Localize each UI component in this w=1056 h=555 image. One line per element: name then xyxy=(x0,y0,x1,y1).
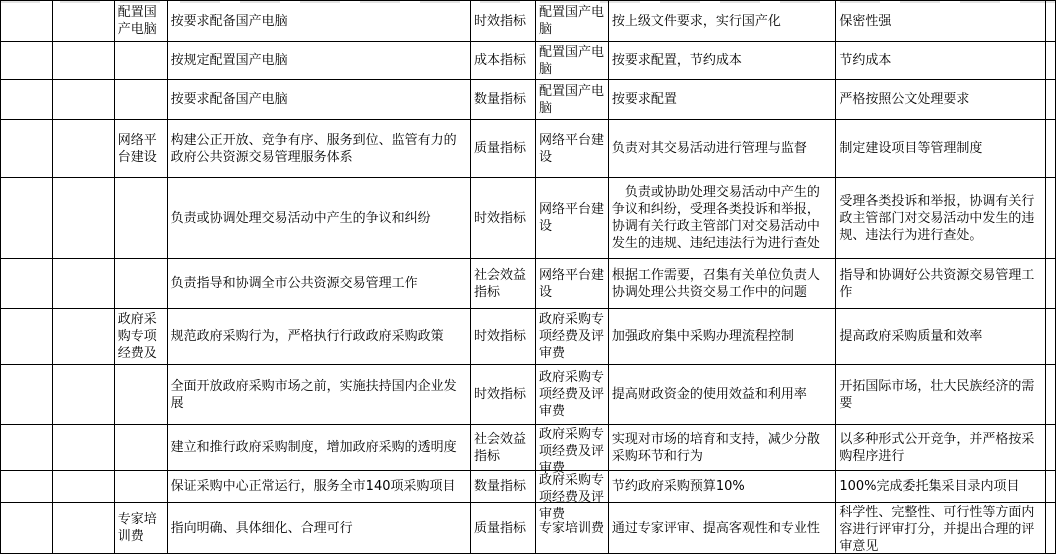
cell-col-b[interactable] xyxy=(52,425,114,471)
cell-indicator-standard[interactable] xyxy=(836,309,1046,365)
cell-performance-goal[interactable] xyxy=(167,42,470,80)
cell-text: 按规定配置国产电脑 xyxy=(170,53,288,68)
cell-project-name[interactable] xyxy=(114,503,167,554)
cell-indicator-type[interactable] xyxy=(471,178,536,259)
cell-indicator-standard[interactable] xyxy=(836,471,1046,503)
cell-text: 网络平台建设 xyxy=(117,132,157,165)
cell-indicator-standard[interactable] xyxy=(836,178,1046,259)
cell-indicator-subject[interactable] xyxy=(535,309,608,365)
cell-indicator-content[interactable] xyxy=(608,365,836,425)
cell-text: 政府采购专项经费及评审费 xyxy=(538,370,604,419)
cell-indicator-type[interactable] xyxy=(471,425,536,471)
cell-text: 科学性、完整性、可行性等方面内容进行评审打分，并提出合理的评审意见 xyxy=(839,504,1035,554)
cell-text: 网络平台建设 xyxy=(538,132,604,165)
cell-col-a[interactable] xyxy=(1,120,53,178)
table-row xyxy=(1,365,1056,425)
cell-col-b[interactable] xyxy=(52,365,114,425)
cell-performance-goal[interactable] xyxy=(167,309,470,365)
cell-text: 开拓国际市场，壮大民族经济的需要 xyxy=(839,378,1035,411)
cell-col-b[interactable] xyxy=(52,42,114,80)
cell-indicator-type[interactable] xyxy=(471,503,536,554)
cell-indicator-standard[interactable] xyxy=(836,365,1046,425)
cell-indicator-type[interactable] xyxy=(471,80,536,120)
table-row xyxy=(1,259,1056,309)
cell-performance-goal[interactable] xyxy=(167,80,470,120)
cell-text: 负责对其交易活动进行管理与监督 xyxy=(611,141,807,156)
cell-text: 配置国产电脑 xyxy=(538,5,604,37)
cell-col-a[interactable] xyxy=(1,365,53,425)
cell-text: 制定建设项目等管理制度 xyxy=(839,141,983,156)
cell-text: 配置国产电脑 xyxy=(538,83,604,116)
cell-col-b[interactable] xyxy=(52,120,114,178)
table-row xyxy=(1,1,1056,42)
cell-text: 网络平台建设 xyxy=(538,202,604,234)
cell-indicator-standard[interactable] xyxy=(836,1,1046,42)
cell-col-b[interactable] xyxy=(52,1,114,42)
cell-text: 按要求配置，节约成本 xyxy=(611,53,742,68)
cell-indicator-subject[interactable] xyxy=(535,80,608,120)
cell-text: 质量指标 xyxy=(474,520,527,536)
table-row xyxy=(1,120,1056,178)
cell-text: 节约政府采购预算10% xyxy=(611,479,745,494)
cell-project-name[interactable] xyxy=(114,80,167,120)
cell-text: 数量指标 xyxy=(474,92,527,107)
cell-col-b[interactable] xyxy=(52,471,114,503)
cell-text: 按要求配置 xyxy=(611,92,677,107)
cell-indicator-standard[interactable] xyxy=(836,425,1046,471)
cell-project-name[interactable] xyxy=(114,309,167,365)
cell-performance-goal[interactable] xyxy=(167,120,470,178)
cell-col-a[interactable] xyxy=(1,309,53,365)
cell-indicator-subject[interactable] xyxy=(535,259,608,309)
cell-text: 负责或协助处理交易活动中产生的争议和纠纷，受理各类投诉和举报，协调有关行政主管部门对交易活动中发生的违规、违纪违法行为进行查处 xyxy=(611,185,820,251)
cell-project-name[interactable] xyxy=(114,42,167,80)
cell-col-b[interactable] xyxy=(52,80,114,120)
cell-text: 100%完成委托集采目录内项目 xyxy=(839,479,1020,494)
cell-indicator-type[interactable] xyxy=(471,42,536,80)
cell-project-name[interactable] xyxy=(114,365,167,425)
cell-text: 实现对市场的培育和支持，减少分散采购环节和行为 xyxy=(611,431,820,464)
cell-project-name[interactable] xyxy=(114,120,167,178)
cell-text: 规范政府采购行为，严格执行行政政府采购政策 xyxy=(170,329,444,344)
cell-col-b[interactable] xyxy=(52,178,114,259)
cell-indicator-standard[interactable] xyxy=(836,42,1046,80)
cell-text: 根据工作需要，召集有关单位负责人协调处理公共资交易工作中的问题 xyxy=(611,267,820,300)
cell-col-i[interactable] xyxy=(1045,309,1055,365)
cell-project-name[interactable] xyxy=(114,471,167,503)
cell-indicator-content[interactable] xyxy=(608,80,836,120)
cell-indicator-content[interactable] xyxy=(608,178,836,259)
cell-text: 按上级文件要求，实行国产化 xyxy=(611,13,781,29)
cell-indicator-type[interactable] xyxy=(471,471,536,503)
cell-indicator-standard[interactable] xyxy=(836,503,1046,554)
cell-text: 通过专家评审、提高客观性和专业性 xyxy=(611,520,820,536)
cell-text: 政府采购专项经费及 xyxy=(117,312,157,361)
cell-indicator-subject[interactable] xyxy=(535,1,608,42)
cell-col-i[interactable] xyxy=(1045,42,1055,80)
cell-indicator-content[interactable] xyxy=(608,471,836,503)
cell-col-a[interactable] xyxy=(1,503,53,554)
cell-indicator-subject[interactable] xyxy=(535,178,608,259)
cell-indicator-type[interactable] xyxy=(471,120,536,178)
cell-indicator-type[interactable] xyxy=(471,1,536,42)
cell-indicator-standard[interactable] xyxy=(836,259,1046,309)
table-row xyxy=(1,471,1056,503)
cell-text: 指向明确、具体细化、合理可行 xyxy=(170,520,353,536)
cell-text: 以多种形式公开竞争，并严格按采购程序进行 xyxy=(839,431,1035,464)
cell-text: 专家培训费 xyxy=(538,520,604,536)
cell-col-a[interactable] xyxy=(1,259,53,309)
cell-col-i[interactable] xyxy=(1045,80,1055,120)
table-row xyxy=(1,80,1056,120)
cell-col-i[interactable] xyxy=(1045,471,1055,503)
cell-indicator-content[interactable] xyxy=(608,309,836,365)
cell-col-b[interactable] xyxy=(52,259,114,309)
cell-col-i[interactable] xyxy=(1045,1,1055,42)
cell-text: 保证采购中心正常运行，服务全市140项采购项目 xyxy=(170,479,456,494)
cell-col-a[interactable] xyxy=(1,80,53,120)
cell-indicator-content[interactable] xyxy=(608,120,836,178)
table-row xyxy=(1,178,1056,259)
cell-indicator-type[interactable] xyxy=(471,365,536,425)
cell-indicator-type[interactable] xyxy=(471,259,536,309)
cell-indicator-content[interactable] xyxy=(608,425,836,471)
cell-text: 配置国产电脑 xyxy=(538,44,604,77)
cell-col-a[interactable] xyxy=(1,425,53,471)
cell-text: 受理各类投诉和举报，协调有关行政主管部门对交易活动中发生的违规、违法行为进行查处。 xyxy=(839,193,1035,243)
cell-text: 提高政府采购质量和效率 xyxy=(839,329,983,344)
cell-performance-goal[interactable] xyxy=(167,365,470,425)
cell-indicator-content[interactable] xyxy=(608,259,836,309)
cell-text: 构建公正开放、竞争有序、服务到位、监管有力的政府公共资源交易管理服务体系 xyxy=(170,132,457,165)
cell-text: 负责或协调处理交易活动中产生的争议和纠纷 xyxy=(170,210,431,226)
cell-text: 负责指导和协调全市公共资源交易管理工作 xyxy=(170,276,418,291)
cell-performance-goal[interactable] xyxy=(167,503,470,554)
cell-performance-goal[interactable] xyxy=(167,471,470,503)
cell-text: 提高财政资金的使用效益和利用率 xyxy=(611,387,807,402)
cell-text: 全面开放政府采购市场之前，实施扶持国内企业发展 xyxy=(170,378,457,411)
cell-text: 指导和协调好公共资源交易管理工作 xyxy=(839,267,1035,300)
cell-text: 社会效益指标 xyxy=(474,267,527,300)
cell-indicator-subject[interactable] xyxy=(535,365,608,425)
cell-project-name[interactable] xyxy=(114,178,167,259)
cell-indicator-subject[interactable] xyxy=(535,120,608,178)
cell-indicator-standard[interactable] xyxy=(836,80,1046,120)
cell-text: 政府采购专项经费及评审费 xyxy=(538,312,604,361)
cell-text: 政府采购专项经费及评审费 xyxy=(538,426,604,476)
cell-project-name[interactable] xyxy=(114,259,167,309)
cell-text: 时效指标 xyxy=(474,210,527,226)
cell-text: 时效指标 xyxy=(474,387,527,402)
cell-indicator-subject[interactable] xyxy=(535,42,608,80)
cell-col-a[interactable] xyxy=(1,42,53,80)
table-row xyxy=(1,425,1056,471)
cell-project-name[interactable] xyxy=(114,425,167,471)
cell-performance-goal[interactable] xyxy=(167,259,470,309)
cell-text: 加强政府集中采购办理流程控制 xyxy=(611,329,794,344)
table-row xyxy=(1,503,1056,554)
cell-text: 网络平台建设 xyxy=(538,267,604,300)
cell-text: 成本指标 xyxy=(474,53,527,68)
cell-col-b[interactable] xyxy=(52,309,114,365)
cell-col-a[interactable] xyxy=(1,471,53,503)
cell-project-name[interactable] xyxy=(114,1,167,42)
cell-text: 数量指标 xyxy=(474,479,527,494)
cell-text: 政府采购专项经费及评审费 xyxy=(538,472,604,522)
cell-col-b[interactable] xyxy=(52,503,114,554)
cell-text: 严格按照公文处理要求 xyxy=(839,92,970,107)
cell-performance-goal[interactable] xyxy=(167,178,470,259)
cell-text: 按要求配备国产电脑 xyxy=(170,92,288,107)
cell-indicator-subject[interactable] xyxy=(535,425,608,476)
cell-col-i[interactable] xyxy=(1045,425,1055,471)
cell-col-a[interactable] xyxy=(1,178,53,259)
cell-text: 社会效益指标 xyxy=(474,431,527,464)
cell-performance-goal[interactable] xyxy=(167,1,470,42)
cell-text: 建立和推行政府采购制度，增加政府采购的透明度 xyxy=(170,440,457,455)
cell-indicator-subject[interactable] xyxy=(535,471,608,522)
cell-col-a[interactable] xyxy=(1,1,53,42)
cell-indicator-content[interactable] xyxy=(608,42,836,80)
table-body xyxy=(1,1,1056,554)
cell-text: 时效指标 xyxy=(474,13,527,29)
table-row xyxy=(1,309,1056,365)
cell-col-i[interactable] xyxy=(1045,178,1055,259)
cell-col-i[interactable] xyxy=(1045,120,1055,178)
cell-indicator-standard[interactable] xyxy=(836,120,1046,178)
cell-indicator-content[interactable] xyxy=(608,1,836,42)
cell-col-i[interactable] xyxy=(1045,259,1055,309)
table-row xyxy=(1,42,1056,80)
cell-indicator-type[interactable] xyxy=(471,309,536,365)
cell-text: 节约成本 xyxy=(839,53,892,68)
cell-indicator-content[interactable] xyxy=(608,503,836,554)
cell-text: 配置国产电脑 xyxy=(117,5,157,37)
cell-col-i[interactable] xyxy=(1045,503,1055,554)
cell-text: 按要求配备国产电脑 xyxy=(170,13,288,29)
cell-text: 专家培训费 xyxy=(117,512,157,544)
cell-text: 质量指标 xyxy=(474,141,527,156)
cell-performance-goal[interactable] xyxy=(167,425,470,471)
cell-text: 保密性强 xyxy=(839,13,892,29)
cell-col-i[interactable] xyxy=(1045,365,1055,425)
cell-text: 时效指标 xyxy=(474,329,527,344)
